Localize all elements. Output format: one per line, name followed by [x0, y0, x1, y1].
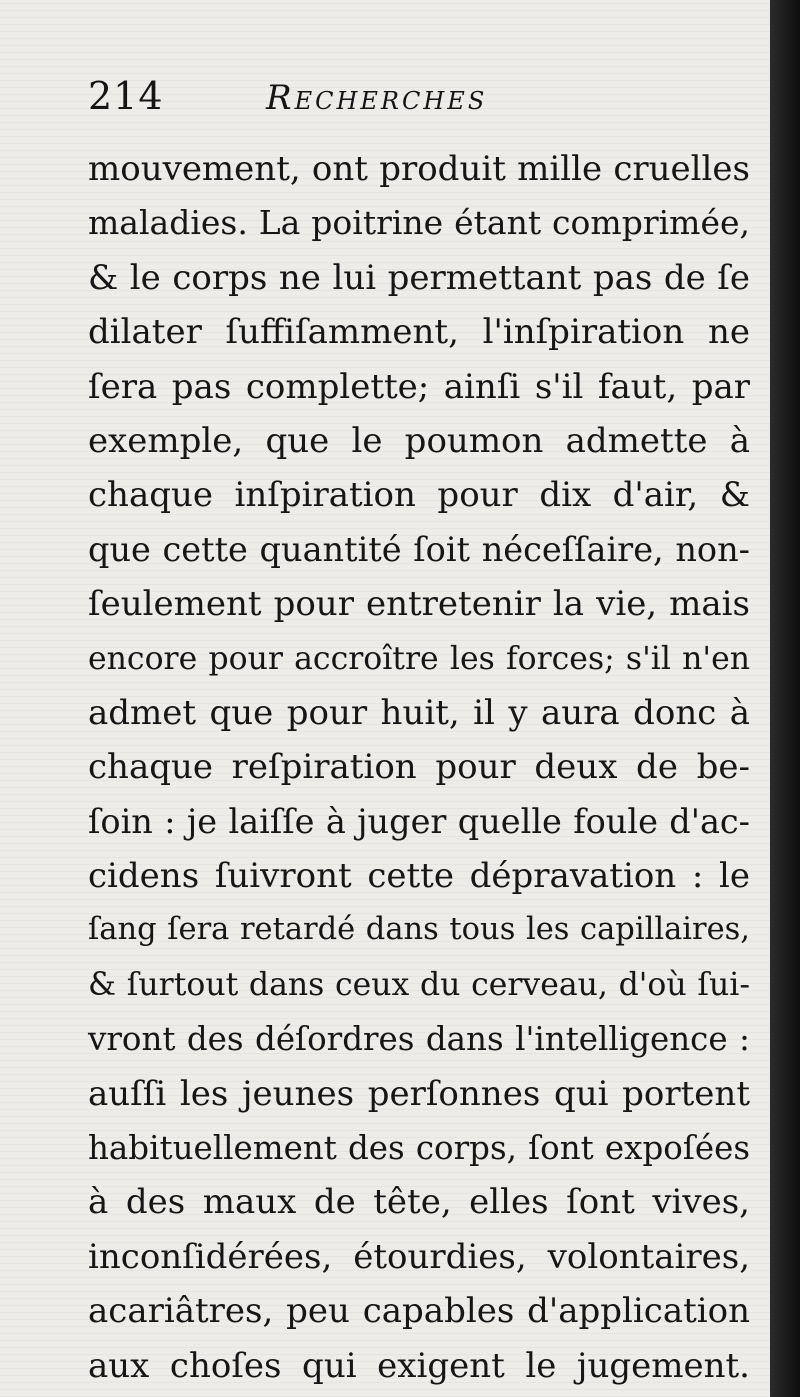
text-line: maladies. La poitrine étant comprimée,	[88, 203, 750, 243]
text-line: & le corps ne lui permettant pas de ſe	[88, 257, 750, 298]
running-head: Recherches	[266, 78, 488, 118]
text-line: & ſurtout dans ceux du cerveau, d'où ſui-	[88, 966, 750, 1003]
text-line: ſera pas complette; ainſi s'il faut, par	[88, 366, 750, 407]
text-line: acariâtres, peu capables d'application	[88, 1291, 750, 1332]
text-line: chaque reſpiration pour deux de be-	[88, 747, 750, 788]
text-line: que cette quantité ſoit néceſſaire, non-	[88, 529, 750, 569]
text-line: auſſi les jeunes perſonnes qui portent	[88, 1073, 750, 1114]
text-line: chaque inſpiration pour dix d'air, &	[88, 475, 750, 516]
text-line: vront des déſordres dans l'intelligence :	[88, 1020, 750, 1059]
text-line: à des maux de tête, elles ſont vives,	[88, 1182, 750, 1223]
text-line: dilater ſuffiſamment, l'inſpiration ne	[88, 312, 750, 353]
text-line: ſang ſera retardé dans tous les capillaires,	[88, 912, 750, 948]
text-line: ſeulement pour entretenir la vie, mais	[88, 584, 750, 625]
page-header	[88, 74, 748, 134]
text-line: habituellement des corps, ſont expoſées	[88, 1129, 750, 1168]
text-line: exemple, que le poumon admette à	[88, 420, 750, 461]
page-number: 214	[88, 74, 164, 118]
text-line: encore pour accroître les forces; s'il n'en	[88, 640, 750, 677]
text-line: ſoin : je laiſſe à juger quelle foule d'ac-	[88, 801, 750, 841]
page-edge-shadow	[770, 0, 800, 1397]
body-text	[88, 142, 750, 1393]
text-line: mouvement, ont produit mille cruelles	[88, 149, 750, 189]
text-line: aux choſes qui exigent le jugement.	[88, 1345, 750, 1386]
text-line: cidens ſuivront cette dépravation : le	[88, 856, 750, 897]
text-line: admet que pour huit, il y aura donc à	[88, 692, 750, 733]
text-line: inconſidérées, étourdies, volontaires,	[88, 1236, 750, 1277]
